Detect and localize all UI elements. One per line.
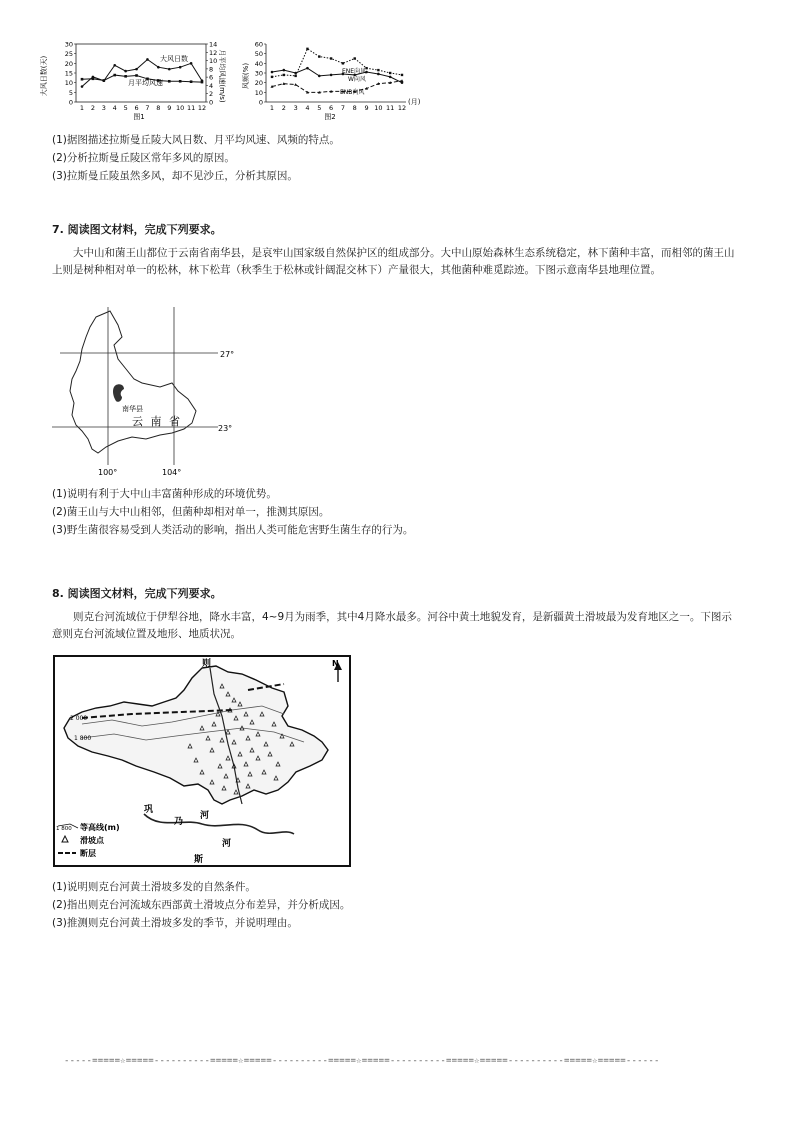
fig2-series-w	[272, 68, 402, 83]
fig1-xtick-label: 2	[90, 104, 95, 112]
fig1-point-days	[157, 66, 160, 69]
fig2-point-ene	[294, 75, 296, 77]
fig1-xtick-label: 11	[186, 104, 196, 112]
q8-paragraph: 则克台河流域位于伊犁谷地，降水丰富，4~9月为雨季，其中4月降水最多。河谷中黄土地貌发育，是新疆黄土滑坡最为发育地区之一。下图示意则克台河流域位置及地形、地质状况。	[52, 611, 732, 640]
fig2-point-enb	[294, 83, 297, 86]
fig1-point-speed	[179, 80, 182, 83]
fig2-ytick-label: 60	[254, 40, 263, 49]
legend-contour-label: 等高线(m)	[80, 823, 120, 832]
fig1-xtick-label: 6	[134, 104, 139, 112]
fig2-ytick-label: 0	[258, 98, 263, 107]
fig2-xtick-label: 6	[329, 104, 334, 112]
county-label: 南华县	[122, 405, 143, 413]
fig2-point-w	[306, 67, 309, 70]
fig2-xtick-label: 10	[374, 104, 383, 112]
river-label-gong: 巩	[144, 805, 154, 815]
q7-item-3: (3)野生菌很容易受到人类活动的影响，指出人类可能危害野生菌生存的行为。	[52, 524, 414, 536]
province-label: 云 南 省	[132, 415, 182, 428]
fig1-point-speed	[92, 78, 95, 81]
fig2-caption: 图2	[324, 113, 336, 120]
yunnan-outline	[70, 311, 196, 453]
fig2-point-w	[389, 76, 392, 79]
fig1-xtick-label: 5	[123, 104, 128, 112]
fig1-xtick-label: 8	[156, 104, 161, 112]
fig1-ytick-left-label: 25	[64, 50, 73, 59]
fig2-point-w	[271, 71, 274, 74]
fig1-ytick-left-label: 10	[64, 79, 73, 88]
fig1-point-days	[113, 64, 116, 67]
fig1-point-speed	[103, 79, 106, 82]
fig2-point-ene	[342, 62, 344, 64]
q6-item-2: (2)分析拉斯曼丘陵区常年多风的原因。	[52, 152, 235, 164]
fig1-caption: 图1	[133, 113, 145, 120]
fig2-point-w	[283, 69, 286, 72]
fig1-point-speed	[124, 75, 127, 78]
fig1-ytick-right-label: 8	[209, 65, 214, 74]
fig2-ytick-label: 40	[254, 59, 263, 68]
fig1-point-days	[190, 62, 193, 65]
fig1-point-speed	[113, 74, 116, 77]
fig1-ytick-right-label: 14	[209, 40, 218, 49]
fig2-point-w	[318, 75, 321, 78]
nanhua-county-shape	[113, 384, 124, 402]
fig1-ytick-right-label: 4	[209, 81, 214, 90]
legend-fault-label: 断层	[80, 849, 96, 858]
fig1-point-speed	[201, 81, 204, 84]
fig1-label-speed: 月平均风速	[128, 79, 163, 87]
fig2-point-ene	[306, 48, 308, 50]
q8-item-3: (3)推测则克台河黄土滑坡多发的季节，并说明理由。	[52, 917, 298, 929]
q6-item-3: (3)拉斯曼丘陵虽然多风，却不见沙丘，分析其原因。	[52, 170, 298, 182]
river-label-top: 则	[202, 659, 212, 669]
fig2-xtick-label: 1	[269, 104, 275, 112]
fig1-xtick-label: 9	[167, 104, 172, 112]
q8-item-1: (1)说明则克台河黄土滑坡多发的自然条件。	[52, 881, 256, 893]
q7-item-1: (1)说明有利于大中山丰富菌种形成的环境优势。	[52, 488, 277, 500]
fig2-point-w	[330, 74, 333, 77]
fig2-xtick-label: 3	[293, 104, 298, 112]
fig1-point-days	[179, 66, 182, 69]
fig2-label-enb: ENB向风	[340, 89, 365, 96]
legend-contour-value: 1 800	[56, 826, 72, 832]
q6-item-1: (1)据图描述拉斯曼丘陵大风日数、月平均风速、风频的特点。	[52, 134, 340, 146]
q7-item-2: (2)菌王山与大中山相邻，但菌种却相对单一，推测其原因。	[52, 506, 330, 518]
fig1-label-days: 大风日数	[160, 55, 188, 63]
fig2-xtick-label: 12	[397, 104, 407, 112]
fig1-point-speed	[81, 78, 84, 81]
fig1-xtick-label: 12	[197, 104, 207, 112]
fig1-xtick-label: 3	[101, 104, 106, 112]
fig2-series-enb	[272, 81, 402, 93]
river-label-si: 斯	[194, 855, 204, 865]
fig1-ytick-left-label: 30	[64, 40, 73, 49]
fig2-point-w	[294, 72, 297, 75]
fig2-point-ene	[401, 74, 403, 76]
fig1-point-days	[124, 70, 127, 73]
fig2-point-w	[377, 73, 380, 76]
fig2-series-ene	[272, 49, 402, 77]
fig1-ytick-right-label: 0	[209, 98, 214, 107]
fig2-ylabel: 风频(%)	[242, 62, 250, 90]
figure-2-chart	[240, 38, 430, 120]
fig2-ytick-label: 30	[254, 69, 263, 78]
q7-paragraph: 大中山和菌王山都位于云南省南华县，是哀牢山国家级自然保护区的组成部分。大中山原始森林生态系统稳定，林下菌种丰富，而相邻的菌王山上则是树种相对单一的松林，林下松茸（秋季生于松林或针阔混交林下）产量很大，其他菌种难觅踪迹。下图示意南华县地理位置。	[52, 247, 735, 276]
q7-location-map	[52, 303, 248, 478]
fig2-ytick-label: 50	[254, 50, 263, 59]
legend-landslide-label: 滑坡点	[80, 836, 104, 845]
fig2-xtick-label: 9	[364, 104, 369, 112]
fig1-ylabel-right: 月平均风速(m/s)	[218, 49, 226, 103]
q8-basin-map	[52, 654, 352, 868]
q7-heading: 7. 阅读图文材料，完成下列要求。	[52, 223, 222, 236]
fig2-point-ene	[271, 76, 273, 78]
q8-item-2: (2)指出则克台河流域东西部黄土滑坡点分布差异，并分析成因。	[52, 899, 351, 911]
lat-27-label: 27°	[220, 350, 235, 359]
lat-23-label: 23°	[218, 424, 233, 433]
fig2-point-ene	[283, 74, 285, 76]
fig2-unit: (月)	[408, 98, 421, 106]
fig1-point-days	[81, 85, 84, 88]
fig2-point-ene	[377, 69, 379, 71]
fig1-plot-frame	[76, 44, 206, 102]
figure-1-chart	[36, 38, 226, 120]
fig1-ytick-right-label: 10	[209, 57, 218, 66]
q8-heading: 8. 阅读图文材料，完成下列要求。	[52, 587, 222, 600]
fig1-ytick-right-label: 2	[209, 90, 214, 99]
fig2-xtick-label: 11	[386, 104, 395, 112]
fig2-label-ene: ENE向风	[342, 68, 367, 75]
fig2-point-ene	[354, 57, 356, 59]
lon-104-label: 104°	[162, 468, 182, 477]
fig1-ylabel-left: 大风日数(天)	[40, 55, 48, 97]
river-label-he-2: 河	[222, 839, 232, 849]
fig2-ytick-label: 20	[254, 79, 263, 88]
contour-1800-label: 1 800	[74, 735, 92, 742]
fig1-ytick-right-label: 12	[209, 48, 218, 57]
fig1-point-days	[135, 68, 138, 71]
fig1-point-days	[146, 58, 149, 61]
fig1-ytick-left-label: 15	[64, 69, 73, 78]
fig1-xtick-label: 1	[79, 104, 85, 112]
fig2-xtick-label: 8	[352, 104, 357, 112]
fig1-ytick-right-label: 6	[209, 73, 214, 82]
page-footer-divider: -----=====☆=====----------=====☆=====----------=====☆=====----------=====☆=====----------=====☆=====------	[64, 1056, 660, 1066]
north-label: N	[332, 659, 339, 668]
fig1-xtick-label: 4	[112, 104, 117, 112]
fig1-xtick-label: 7	[145, 104, 150, 112]
fig2-ytick-label: 10	[254, 88, 263, 97]
fig2-point-ene	[318, 55, 320, 57]
fig1-ytick-left-label: 5	[68, 88, 73, 97]
fig2-point-ene	[330, 57, 332, 59]
fig2-xtick-label: 2	[281, 104, 286, 112]
river-label-nai: 乃	[174, 817, 184, 827]
fig1-ytick-left-label: 20	[64, 59, 73, 68]
fig2-xtick-label: 5	[317, 104, 322, 112]
fig2-xtick-label: 7	[340, 104, 345, 112]
fig2-xtick-label: 4	[305, 104, 310, 112]
fig1-point-speed	[168, 80, 171, 83]
fig1-point-days	[168, 68, 171, 71]
fig2-label-w: W向风	[348, 76, 366, 83]
river-label-he-1: 河	[200, 811, 210, 821]
fig2-point-ene	[389, 72, 391, 74]
contour-2000-label: 2 000	[70, 715, 88, 722]
fig1-point-speed	[135, 74, 138, 77]
fig1-ytick-left-label: 0	[68, 98, 73, 107]
fig1-xtick-label: 10	[176, 104, 185, 112]
fig1-point-speed	[190, 80, 193, 83]
lon-100-label: 100°	[98, 468, 118, 477]
